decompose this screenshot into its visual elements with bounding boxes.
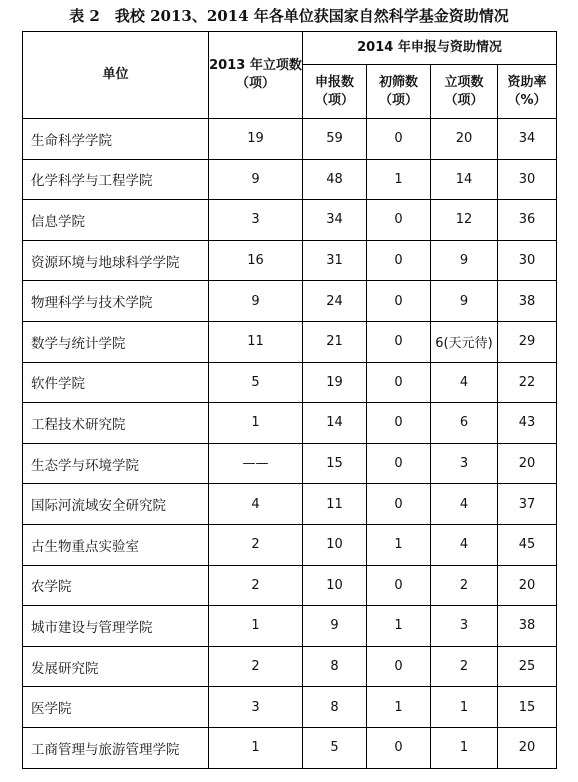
table-row — [23, 565, 557, 606]
cell-unit: 资源环境与地球科学学院 — [23, 240, 209, 281]
cell-screened: 0 — [367, 362, 431, 403]
cell-rate: 25 — [498, 646, 557, 687]
table-row — [23, 443, 557, 484]
table-row — [23, 159, 557, 200]
table-row — [23, 524, 557, 565]
funding-table — [22, 31, 557, 769]
cell-unit: 软件学院 — [23, 362, 209, 403]
cell-rate: 38 — [498, 281, 557, 322]
cell-rate: 36 — [498, 200, 557, 241]
cell-screened: 0 — [367, 321, 431, 362]
cell-unit: 国际河流域安全研究院 — [23, 484, 209, 525]
cell-applied: 10 — [303, 524, 367, 565]
header-row-1 — [23, 32, 557, 65]
cell-2013: 4 — [209, 484, 303, 525]
cell-applied: 34 — [303, 200, 367, 241]
cell-approved: 2 — [431, 565, 498, 606]
cell-rate: 20 — [498, 727, 557, 768]
table-row — [23, 321, 557, 362]
cell-2013: 11 — [209, 321, 303, 362]
cell-rate: 34 — [498, 119, 557, 160]
cell-2013: 1 — [209, 606, 303, 647]
cell-screened: 0 — [367, 484, 431, 525]
cell-2013: 3 — [209, 200, 303, 241]
table-row — [23, 646, 557, 687]
cell-unit: 化学科学与工程学院 — [23, 159, 209, 200]
header-applied: 申报数（项） — [303, 65, 367, 119]
cell-2013: 2 — [209, 524, 303, 565]
cell-screened: 0 — [367, 200, 431, 241]
cell-approved: 9 — [431, 281, 498, 322]
cell-approved: 3 — [431, 606, 498, 647]
cell-rate: 45 — [498, 524, 557, 565]
table-row — [23, 606, 557, 647]
cell-applied: 19 — [303, 362, 367, 403]
cell-unit: 发展研究院 — [23, 646, 209, 687]
cell-screened: 0 — [367, 443, 431, 484]
cell-unit: 生态学与环境学院 — [23, 443, 209, 484]
cell-2013: 9 — [209, 159, 303, 200]
cell-2013: 1 — [209, 727, 303, 768]
table-row — [23, 687, 557, 728]
cell-approved: 1 — [431, 687, 498, 728]
cell-rate: 15 — [498, 687, 557, 728]
cell-unit: 数学与统计学院 — [23, 321, 209, 362]
cell-approved: 4 — [431, 524, 498, 565]
cell-rate: 38 — [498, 606, 557, 647]
cell-applied: 8 — [303, 646, 367, 687]
header-2014-group: 2014 年申报与资助情况 — [303, 32, 557, 65]
cell-screened: 0 — [367, 240, 431, 281]
cell-approved: 4 — [431, 362, 498, 403]
table-row — [23, 362, 557, 403]
header-rate: 资助率（%） — [498, 65, 557, 119]
cell-rate: 20 — [498, 443, 557, 484]
cell-approved: 6(天元待) — [431, 321, 498, 362]
table-row — [23, 281, 557, 322]
cell-unit: 农学院 — [23, 565, 209, 606]
cell-screened: 0 — [367, 565, 431, 606]
cell-unit: 工商管理与旅游管理学院 — [23, 727, 209, 768]
cell-applied: 5 — [303, 727, 367, 768]
cell-2013: 2 — [209, 565, 303, 606]
cell-approved: 1 — [431, 727, 498, 768]
cell-rate: 20 — [498, 565, 557, 606]
cell-applied: 14 — [303, 403, 367, 444]
cell-applied: 10 — [303, 565, 367, 606]
cell-unit: 医学院 — [23, 687, 209, 728]
cell-applied: 9 — [303, 606, 367, 647]
cell-2013: 3 — [209, 687, 303, 728]
cell-2013: —— — [209, 443, 303, 484]
cell-applied: 31 — [303, 240, 367, 281]
cell-screened: 0 — [367, 119, 431, 160]
cell-applied: 24 — [303, 281, 367, 322]
cell-applied: 48 — [303, 159, 367, 200]
table-row — [23, 240, 557, 281]
cell-approved: 2 — [431, 646, 498, 687]
cell-screened: 0 — [367, 403, 431, 444]
cell-screened: 0 — [367, 281, 431, 322]
cell-2013: 5 — [209, 362, 303, 403]
cell-2013: 16 — [209, 240, 303, 281]
cell-applied: 11 — [303, 484, 367, 525]
header-screened: 初筛数（项） — [367, 65, 431, 119]
cell-rate: 43 — [498, 403, 557, 444]
cell-unit: 生命科学学院 — [23, 119, 209, 160]
header-approved: 立项数（项） — [431, 65, 498, 119]
cell-approved: 3 — [431, 443, 498, 484]
cell-applied: 15 — [303, 443, 367, 484]
cell-2013: 9 — [209, 281, 303, 322]
cell-screened: 0 — [367, 646, 431, 687]
cell-rate: 30 — [498, 159, 557, 200]
table-row — [23, 200, 557, 241]
cell-applied: 21 — [303, 321, 367, 362]
cell-screened: 1 — [367, 159, 431, 200]
cell-rate: 37 — [498, 484, 557, 525]
header-2013-count: 2013 年立项数（项） — [209, 32, 303, 119]
cell-rate: 29 — [498, 321, 557, 362]
cell-applied: 59 — [303, 119, 367, 160]
cell-rate: 30 — [498, 240, 557, 281]
cell-2013: 19 — [209, 119, 303, 160]
cell-unit: 工程技术研究院 — [23, 403, 209, 444]
cell-unit: 古生物重点实验室 — [23, 524, 209, 565]
table-row — [23, 727, 557, 768]
table-row — [23, 119, 557, 160]
cell-unit: 信息学院 — [23, 200, 209, 241]
cell-approved: 14 — [431, 159, 498, 200]
table-row — [23, 403, 557, 444]
cell-approved: 9 — [431, 240, 498, 281]
header-unit: 单位 — [23, 32, 209, 119]
table-row — [23, 484, 557, 525]
cell-screened: 0 — [367, 727, 431, 768]
cell-2013: 2 — [209, 646, 303, 687]
cell-screened: 1 — [367, 687, 431, 728]
cell-screened: 1 — [367, 606, 431, 647]
cell-approved: 20 — [431, 119, 498, 160]
cell-2013: 1 — [209, 403, 303, 444]
cell-applied: 8 — [303, 687, 367, 728]
cell-unit: 城市建设与管理学院 — [23, 606, 209, 647]
cell-approved: 12 — [431, 200, 498, 241]
cell-unit: 物理科学与技术学院 — [23, 281, 209, 322]
cell-rate: 22 — [498, 362, 557, 403]
cell-approved: 6 — [431, 403, 498, 444]
cell-screened: 1 — [367, 524, 431, 565]
cell-approved: 4 — [431, 484, 498, 525]
table-title: 表 2 我校 2013、2014 年各单位获国家自然科学基金资助情况 — [69, 7, 509, 25]
